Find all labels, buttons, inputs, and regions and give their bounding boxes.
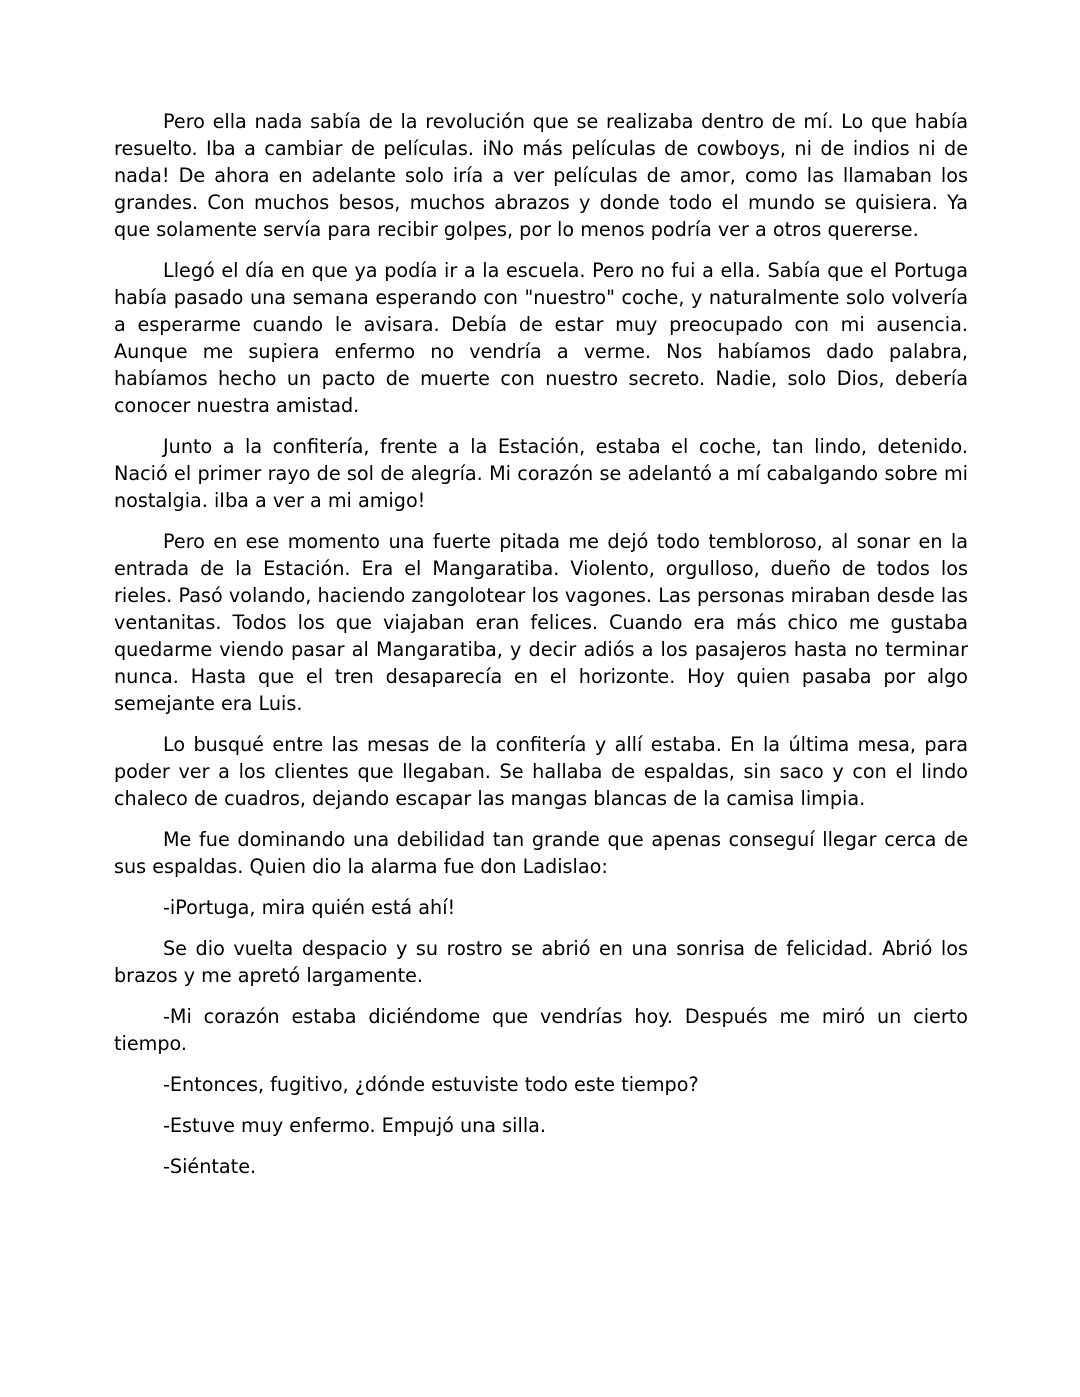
document-body <box>114 108 968 1180</box>
paragraph: -Mi corazón estaba diciéndome que vendrías hoy. Después me miró un cierto tiempo. <box>114 1005 968 1055</box>
paragraph: Lo busqué entre las mesas de la confitería y allí estaba. En la última mesa, para poder ver a los clientes que llegaban. Se hallaba de espaldas, sin saco y con el lindo chaleco de cuadros, dejando escapar las mangas blancas de la camisa limpia. <box>114 733 968 810</box>
paragraph: Pero en ese momento una fuerte pitada me dejó todo tembloroso, al sonar en la entrada de la Estación. Era el Mangaratiba. Violento, orgulloso, dueño de todos los rieles. Pasó volando, haciendo zangolotear los vagones. Las personas miraban desde las ventanitas. Todos los que viajaban eran felices. Cuando era más chico me gustaba quedarme viendo pasar al Mangaratiba, y decir adiós a los pasajeros hasta no terminar nunca. Hasta que el tren desaparecía en el horizonte. Hoy quien pasaba por algo semejante era Luis. <box>114 530 968 715</box>
paragraph: Junto a la confitería, frente a la Estación, estaba el coche, tan lindo, detenido. Nació el primer rayo de sol de alegría. Mi corazón se adelantó a mí cabalgando sobre mi nostalgia. iIba a ver a mi amigo! <box>114 435 968 512</box>
paragraph: Pero ella nada sabía de la revolución que se realizaba dentro de mí. Lo que había resuelto. Iba a cambiar de películas. iNo más películas de cowboys, ni de indios ni de nada! De ahora en adelante solo iría a ver películas de amor, como las llamaban los grandes. Con muchos besos, muchos abrazos y donde todo el mundo se quisiera. Ya que solamente servía para recibir golpes, por lo menos podría ver a otros quererse. <box>114 110 968 241</box>
dialogue-line: -Entonces, fugitivo, ¿dónde estuviste todo este tiempo? <box>163 1073 699 1096</box>
paragraph: Me fue dominando una debilidad tan grande que apenas conseguí llegar cerca de sus espaldas. Quien dio la alarma fue don Ladislao: <box>114 828 968 878</box>
paragraph: Se dio vuelta despacio y su rostro se abrió en una sonrisa de felicidad. Abrió los brazos y me apretó largamente. <box>114 937 968 987</box>
dialogue-line: -Estuve muy enfermo. Empujó una silla. <box>163 1114 547 1137</box>
paragraph: Llegó el día en que ya podía ir a la escuela. Pero no fui a ella. Sabía que el Portuga había pasado una semana esperando con "nuestro" coche, y naturalmente solo volvería a esperarme cuando le avisara. Debía de estar muy preocupado con mi ausencia. Aunque me supiera enfermo no vendría a verme. Nos habíamos dado palabra, habíamos hecho un pacto de muerte con nuestro secreto. Nadie, solo Dios, debería conocer nuestra amistad. <box>114 259 968 417</box>
dialogue-line: -Siéntate. <box>163 1155 257 1178</box>
dialogue-line: -iPortuga, mira quién está ahí! <box>163 896 456 919</box>
